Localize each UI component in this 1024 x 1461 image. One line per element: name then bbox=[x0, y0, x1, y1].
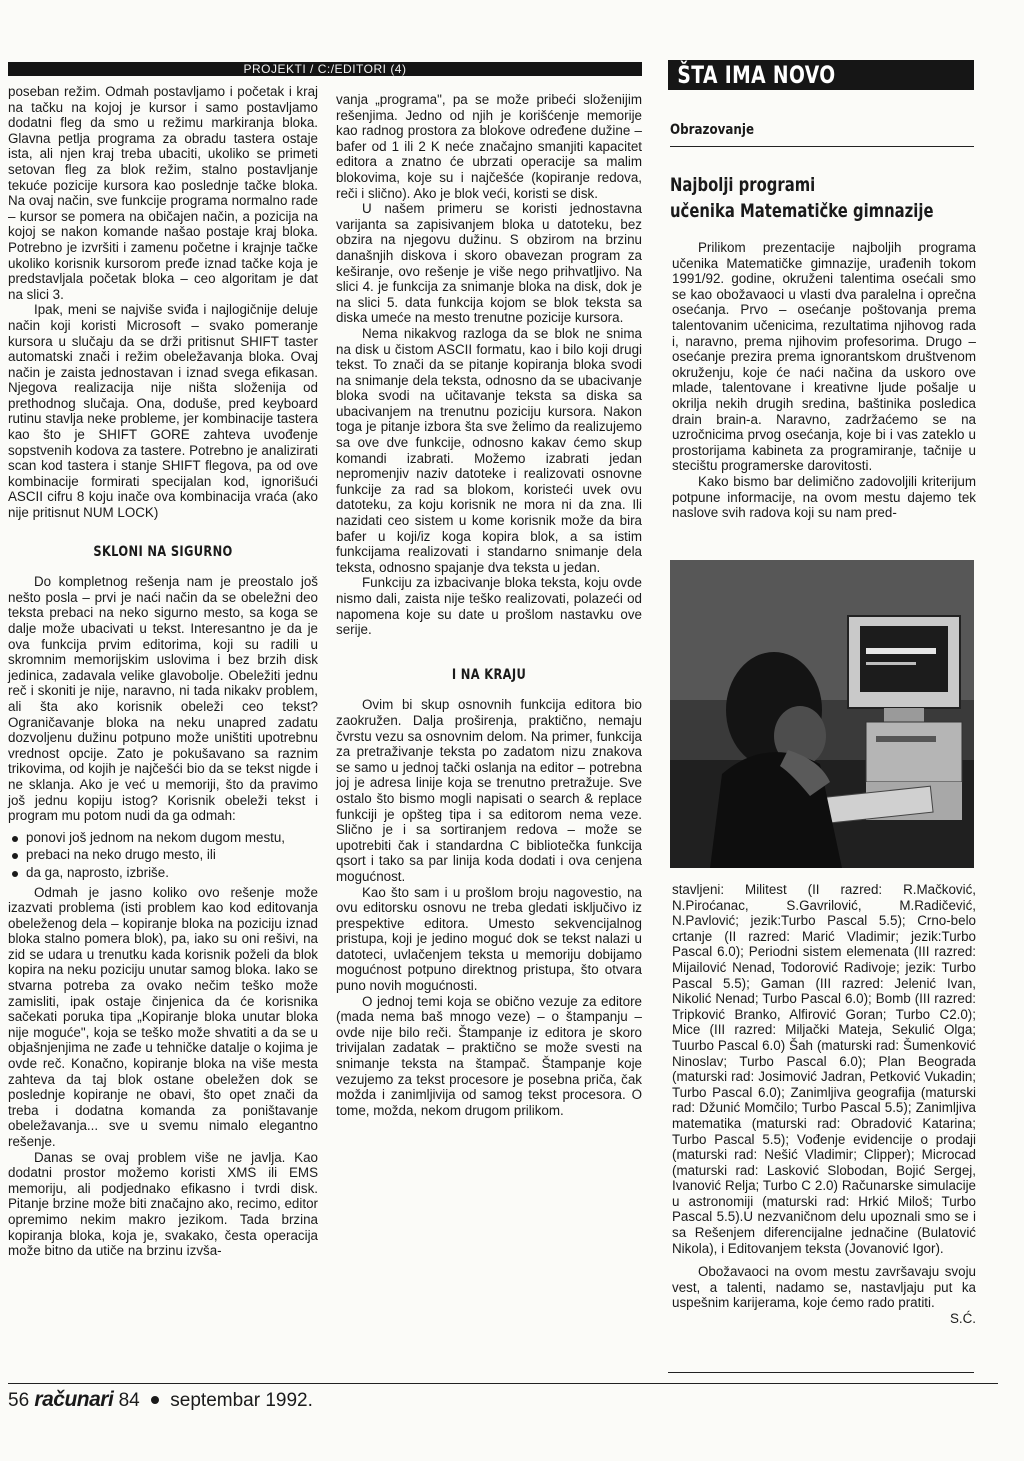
section-label-text: Obrazovanje bbox=[670, 122, 755, 138]
paragraph: Do kompletnog rešenja nam je preostalo još nešto posla – prvi je naći način da se obeležni deo teksta prebaci na neko sigurno mesto, sa koga se dalje može ubacivati u tekst. Interesantno je da je ova funkcija prvim editorima, koji su radili u skromnim memorijskim uslovima i bez brzih disk jedinica, zadavala velike glavobolje. Obeležiti jednu reč i skoniti je nije, naravno, ni tada nikakv problem, ali šta ako korisnik obeleži ceo tekst? Ograničavanje bloka na neku unapred zadatu dozvoljenu dužinu potpuno može uništiti upotrebnu vrednost opcije. Zato je pokušavano sa raznim trikovima, od kojih je najčešći bio da se tekst nigde i ne sklanja. Ako je već u memoriji, što da pravimo još jednu kopiju istog? Korisnik obeleži tekst i program mu potom nudi da ga odmah: bbox=[8, 574, 318, 824]
paragraph: Ovim bi skup osnovnih funkcija editora bio zaokružen. Dalja proširenja, praktično, nemaju čvrstu vezu sa osnovnim delom. Na primer, funkcija za pretraživanje teksta po zadatom nizu znakova se samo u jednoj tački oslanja na editor – potrebna joj je adresa linije koja se trenutno pretražuje. Sve ostalo što bismo mogli napisati o search & replace funkciji je opšteg tipa i sa editorom nema veze. Slično je i sa sortiranjem redova – može se upotrebiti čak i standardna C bibliotečka funkcija qsort i tako sa par linija koda dodati i ova cenjena mogućnost. bbox=[336, 697, 642, 884]
sidebar-section-label bbox=[670, 122, 974, 147]
subheading: SKLONI NA SIGURNO bbox=[93, 543, 233, 560]
sidebar-column-top bbox=[672, 240, 976, 521]
sidebar-header bbox=[668, 60, 974, 90]
section-header-text: PROJEKTI / C:/EDITORI (4) bbox=[243, 62, 407, 76]
sidebar-column-bottom bbox=[672, 882, 976, 1327]
bullet-list bbox=[8, 830, 318, 881]
subheading: I NA KRAJU bbox=[451, 666, 527, 683]
magazine-logo: računari bbox=[34, 1388, 114, 1411]
paragraph: U našem primeru se koristi jednostavna varijanta sa zapisivanjem bloka u datoteku, bez obzira na njegovu dužinu. S obzirom na brzinu današnjih diskova i skoro obavezan program za keširanje, ovo rešenje je više nego prihvatljivo. Na slici 4. je funkcija za snimanje bloka na disk, dok je na slici 5. data funkcija kojom se blok teksta sa diska umeće na mesto trenutne pozicije kursora. bbox=[336, 201, 642, 326]
sidebar-title-line: Najbolji programi bbox=[670, 174, 816, 196]
photo-student-at-computer bbox=[670, 560, 974, 868]
paragraph: vanja „programa", pa se može pribeći složenijim rešenjima. Jedno od njih je korišćenje memorije kao radnog prostora za blokove određene dužine – bafer od 1 ili 2 K neće značajno smanjiti kapacitet editora a znatno će ubrzati operacije sa malim blokovima, koje su i najčešće (kopiranje redova, reči i slično). Ako je blok veći, koristi se disk. bbox=[336, 92, 642, 201]
paragraph: Odmah je jasno koliko ovo rešenje može izazvati problema (isti problem kao kod editovanja obeleženog dela – kopiranje bloka na poziciju iznad bloka stalno pomera blok), pa, iako su oni rešivi, na zid se udara u trenutku kada korisnik poželi da blok kopira na neku poziciju unutar samog bloka. Iako se stvarna potreba za ovako nečim teško može zamisliti, ipak ostaje činjenica da će korisnika sačekati poruka tipa „Kopiranje bloka unutar bloka nije moguće", koja se teško može shvatiti a da se u objašnjenjima ne zađe u tehničke datalje o kojima je ovde reč. Konačno, kopiranje bloka na više mesta zahteva da taj blok ostane obeležen dok se poslednje kopiranje ne obavi, što opet znači da treba i dodatna komanda za poništavanje obeležavanja... sve u svemu nimalo elegantno rešenje. bbox=[8, 884, 318, 1149]
sidebar-header-text: ŠTA IMA NOVO bbox=[677, 61, 836, 89]
paragraph: Ipak, meni se najviše sviđa i najlogičnije deluje način koji koristi Microsoft – svako pomeranje kursora u slučaju da se drži pritisnut SHIFT taster automatski znači i režim obeležavanja bloka. Ovaj način je zaista jednostavan i iznad svega efikasan. Njegova realizacija nije ništa složenija od prethodnog slučaja. Ona, doduše, pred keyboard rutinu stavlja neke probleme, jer kombinacije tastera kao što je SHIFT GORE zahteva uvođenje sopstvenih kodova za tastere. Potrebno je analizirati scan kod tastera i stanje SHIFT flegova, pa od ove kombinacije formirati specijalan kod, ignorišući ASCII cifru 8 koju inače ova kombinacija vraća (ako nije pritisnut NUM LOCK) bbox=[8, 302, 318, 521]
section-header-bar bbox=[8, 62, 642, 76]
sidebar-bottom-rule bbox=[668, 1372, 974, 1373]
list-item: da ga, naprosto, izbriše. bbox=[8, 865, 318, 881]
paragraph: Funkciju za izbacivanje bloka teksta, koju ovde nismo dali, zaista nije teško realizovati, polazeći od napomena koje su date u prošlom nastavku ove serije. bbox=[336, 575, 642, 638]
paragraph: Kao što sam i u prošlom broju nagovestio, na ovu editorsku osnovu ne treba gledati isključivo iz prespektive editora. Umesto sekvencijalnog pristupa, koji je jedino moguć dok se tekst nalazi u datoteci, uvlačenjem teksta u memoriju dobijamo mogućnost potpuno direktnog pristupa, što otvara puno novih mogućnosti. bbox=[336, 884, 642, 994]
issue-date: septembar 1992. bbox=[170, 1390, 313, 1411]
sidebar-title bbox=[670, 172, 974, 224]
photo-illustration bbox=[670, 560, 974, 868]
paragraph: Kako bismo bar delimično zadovoljili kriterijum potpune informacije, na ovom mestu dajemo tek naslove svih radova koji su nam pred- bbox=[672, 473, 976, 521]
paragraph: Nema nikakvog razloga da se blok ne snima na disk u čistom ASCII formatu, kao i bilo koji drugi tekst. To znači da se pitanje kopiranja bloka svodi na snimanje dela teksta, odnosno da se ubacivanje bloka svodi na učitavanje teksta sa diska sa ubacivanjem na trenutnu poziciju kursora. Nakon toga je pitanje izbora šta sve želimo da realizujemo sa ove dve funkcije, odnosno kakav ćemo skup komandi izabrati. Možemo izabrati jedan nepromenjiv naziv datoteke i realizovati osnovne funkcije za rad sa blokom, koristeći uvek ovu datoteku, za koju korisnik ne mora ni da zna. Ili nazidati ceo sistem u kome korisnik može da bira bafer u koji/iz koga kopira blok, a sa istim funkcijama realizovati i standarno snimanje dela teksta, odnosno spajanje dva teksta u jedan. bbox=[336, 325, 642, 575]
sidebar-title-line: učenika Matematičke gimnazije bbox=[670, 200, 934, 222]
author-signature: S.Ć. bbox=[949, 1311, 976, 1327]
list-item: ponovi još jednom na nekom dugom mestu, bbox=[8, 830, 318, 846]
paragraph: poseban režim. Odmah postavljamo i početak i kraj na tačku na kojoj je kursor i samo postavljamo dodatni fleg da smo u režimu markiranja bloka. Glavna petlja programa za obradu tastera ostaje ista, ali njen kraj treba ubaciti, ukoliko se primeti setovan fleg za blok režim, stalno postavljanje tekuće pozicije kursora kao poslednje tačke bloka. Na ovaj način, sve funkcije programa normalno rade – kursor se pomera na običajen način, a pozicija na kojoj se nakon komande našao postaje kraj bloka. Potrebno je izvršiti i zamenu početne i krajnje tačke ukoliko korisnik kursorom pređe iznad tačke koja je predstavljala početak bloka – ceo algoritam je dat na slici 3. bbox=[8, 84, 318, 302]
paragraph: stavljeni: Militest (II razred: R.Mačković, N.Piroćanac, S.Gavrilović, M.Radičević, N.Pavlović; jezik:Turbo Pascal 5.5); Crno-belo crtanje (II razred: Marić Vladimir; jezik:Turbo Pascal 6.0); Periodni sistem elemenata (III razred: Mijailović Nenad, Todorović Radivoje; jezik: Turbo Pascal 5.5); Gaman (III razred: Jelenić Ivan, Nikolić Nenad; Turbo Pascal 6.0); Bomb (III razred: Tripković Branko, Alfirović Goran; Turbo C2.0); Mice (III razred: Miljački Mateja, Sekulić Olga; Tuurbo Pascal 6.0) Šah (maturski rad: Šumenković Ninoslav; Turbo Pascal 6.0); Plan Beograda (maturski rad: Josimović Jadran, Petković Vukadin; Turbo Pascal 6.0); Zanimljiva geografija (maturski rad: Džunić Momčilo; Turbo Pascal 5.5); Zanimljiva matematika (maturski rad: Obradović Katarina; Turbo Pascal 5.5); Vođenje evidencije o prodaji (maturski rad: Nešić Vladimir; Clipper); Microcad (maturski rad: Lasković Slobodan, Bojić Sergej, Ivanović Relja; Turbo C 2.0) Računarske simulacije u astronomiji (maturski rad: Hrkić Miloš; Turbo Pascal 5.5).U nezvaničnom delu upoznali smo se i sa Rešenjem diferencijalne jednačine (Bulatović Nikola), i Editovanjem teksta (Jovanović Igor). bbox=[672, 882, 976, 1256]
paragraph: O jednoj temi koja se obično vezuje za editore (mada nema baš mnogo veze) – o štampanju – ovde nije bilo reči. Štampanje iz editora je skoro trivijalan zadatak – praktično se može svesti na snimanje teksta na štampač. Štampanje koje vezujemo za tekst procesore je posebna priča, čak možda i zanimljivija od samog tekst procesora. O tome, možda, nekom drugom prilikom. bbox=[336, 993, 642, 1118]
paragraph: Prilikom prezentacije najboljih programa učenika Matematičke gimnazije, urađenih tokom 1991/92. godine, okruženi talentima osećali smo se kao obožavaoci u vlasti dva paralelna i oprečna osećanja. Prvo – osećanje poštovanja prema talentovanim učenicima, rezultatima njihovog rada i, naravno, prema njihovim profesorima. Drugo – osećanje prezira prema ignorantskom društvenom okruženju, koje će naći načina da uskoro ove mlade, talentovane i kreativne ljude pošalje u okrilja nekih drugih sredina, baštinika posledica drain brain-a. Naravno, zadržaćemo se na uzročnicima prvog osećanja, koje bi i vas zateklo u prostorijama kabineta za programiranje, tačnije u stecištu programerske darovitosti. bbox=[672, 240, 976, 474]
page-number: 56 bbox=[8, 1390, 30, 1411]
page-footer bbox=[8, 1383, 998, 1413]
paragraph: Obožavaoci na ovom mestu završavaju svoju vest, a talenti, nadamo se, nastavljaju put ka uspešnim karijerama, koje ćemo rado pratiti. bbox=[672, 1264, 976, 1311]
article-column-1 bbox=[8, 84, 318, 1259]
article-column-2 bbox=[336, 92, 642, 1118]
list-item: prebaci na neko drugo mesto, ili bbox=[8, 847, 318, 863]
paragraph: Danas se ovaj problem više ne javlja. Kao dodatni prostor možemo koristi XMS ili EMS memoriju, ali podjednako efikasno i tvrdi disk. Pitanje brzine može biti značajno ako, recimo, editor opremimo nekim makro jezikom. Tada brzina kopiranja bloka, koja je, svakako, česta operacija može bitno da utiče na brzinu izvša- bbox=[8, 1149, 318, 1259]
issue-number: 84 bbox=[118, 1390, 140, 1411]
bullet-separator bbox=[151, 1396, 159, 1404]
